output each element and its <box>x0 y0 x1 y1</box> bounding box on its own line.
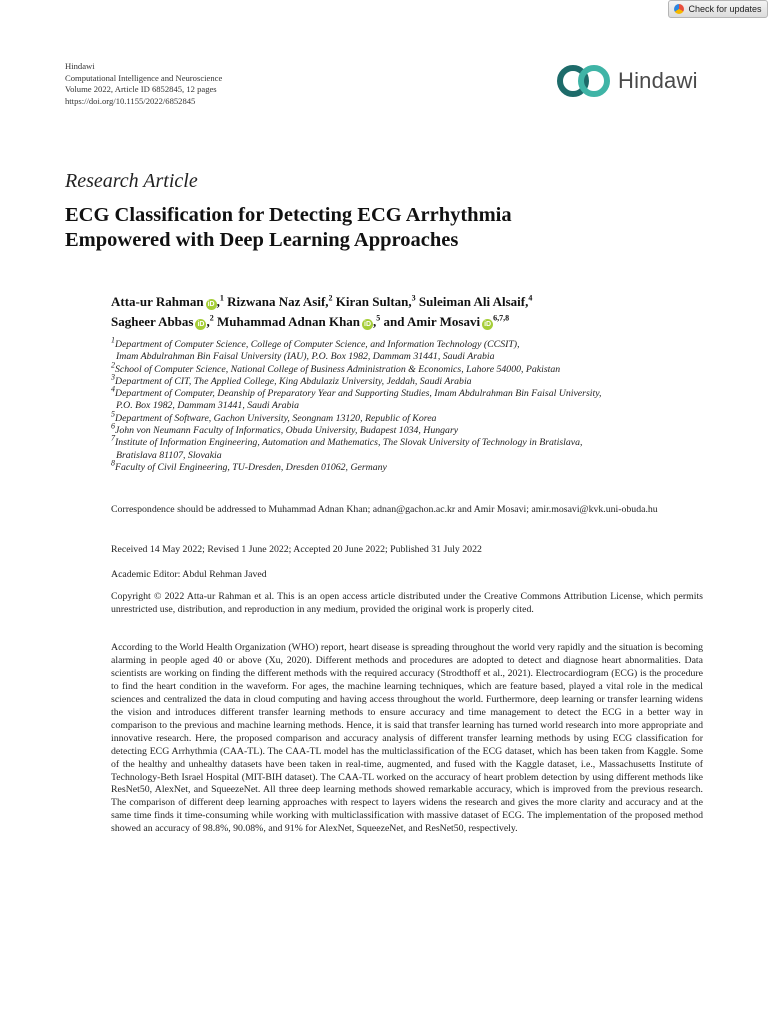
affiliation-text: John von Neumann Faculty of Informatics, Obuda University, Budapest 1034, Hungary <box>115 425 459 437</box>
crossmark-icon <box>674 4 684 14</box>
affiliation-number: 8 <box>111 458 115 468</box>
doi-link[interactable]: https://doi.org/10.1155/2022/6852845 <box>65 95 196 106</box>
copyright-notice: Copyright © 2022 Atta-ur Rahman et al. This is an open access article distributed under the Creative Commons Attribution License, which permits unrestricted use, distribution, and reproduction in any medium, provided the original work is properly cited. <box>111 591 703 615</box>
author-affiliation-sup: 3 <box>411 293 416 303</box>
publisher-name: Hindawi <box>65 61 95 71</box>
volume-info: Volume 2022, Article ID 6852845, 12 pages <box>65 84 217 94</box>
journal-name: Computational Intelligence and Neuroscience <box>65 72 223 83</box>
author-affiliation-sup: 2 <box>209 313 214 323</box>
affiliation-item <box>111 360 711 376</box>
affiliation-number: 6 <box>111 421 115 431</box>
affiliation-text: Department of Software, Gachon University, Seongnam 13120, Republic of Korea <box>115 412 437 424</box>
affiliation-text: School of Computer Science, National College of Business Administration & Economics, Lahore 54000, Pakistan <box>115 363 561 375</box>
affiliation-item <box>111 409 711 425</box>
author-name[interactable]: and Amir Mosavi <box>383 314 481 329</box>
abstract-text: According to the World Health Organization (WHO) report, heart disease is spreading throughout the world very rapidly and the situation is becoming alarming in people aged 40 or above (Xu, 2020). Different methods and procedures are adopted to detect and diagnose heart abnormalities. Data scientists are working on finding the different methods with the required accuracy (Strodthoff et al., 2021). Electrocardiogram (ECG) is the procedure to find the heart condition in the waveform. For ages, the machine learning techniques, which are feature based, played a vital role in the medical sciences and centralized the data in cloud computing and having access throughout the world. Furthermore, deep learning or transfer learning widens the vision and introduces different transfer learning methods to ensure accuracy and time management to detect the ECG in a better way in comparison to the previous and machine learning methods. Hence, it is said that transfer learning has turned world research into more appropriate and innovative research. Here, the proposed comparison and accuracy analysis of different transfer learning methods by using ECG classification for detecting ECG Arrhythmia (CAA-TL). The CAA-TL model has the multiclassification of the ECG dataset, which has been taken from Kaggle. Some of the healthy and unhealthy datasets have been taken in real-time, augmented, and fused with the Kaggle dataset, i.e., Massachusetts Institute of Technology-Beth Israel Hospital (MIT-BIH dataset). The CAA-TL worked on the accuracy of heart problem detection by using different methods like ResNet50, AlexNet, and SqueezeNet. All three deep learning methods showed remarkable accuracy, which is improved from the previous research. The comparison of different deep learning approaches with respect to layers widens the research and gives the more clarity and accuracy and at the same time finds it time-consuming while working with multiclassification with massive dataset of ECG. The implementation of the proposed method showed an accuracy of 98.8%, 90.08%, and 91% for AlexNet, SqueezeNet, and ResNet50, respectively. <box>111 642 703 835</box>
author-affiliation-sup: 1 <box>219 293 224 303</box>
author-affiliation-sup: 2 <box>328 293 333 303</box>
journal-meta <box>65 61 222 107</box>
orcid-icon[interactable]: iD <box>207 301 215 308</box>
publication-dates: Received 14 May 2022; Revised 1 June 2022; Accepted 20 June 2022; Published 31 July 2022 <box>111 544 482 555</box>
author-name[interactable]: Sagheer Abbas <box>111 314 194 329</box>
author-affiliation-sup: 5 <box>376 313 381 323</box>
affiliation-number: 3 <box>111 372 115 382</box>
affiliation-text: Institute of Information Engineering, Automation and Mathematics, The Slovak University of Technology in Bratislava, <box>115 437 583 449</box>
author-affiliation-sup: 6,7,8 <box>493 313 510 323</box>
title-line-1: ECG Classification for Detecting ECG Arrhythmia <box>65 204 512 226</box>
affiliation-item <box>111 421 711 437</box>
author-name[interactable]: Atta-ur Rahman <box>111 294 204 309</box>
affiliation-text: Department of CIT, The Applied College, King Abdulaziz University, Jeddah, Saudi Arabia <box>115 375 472 387</box>
affiliation-text-cont: Imam Abdulrahman Bin Faisal University (IAU), P.O. Box 1982, Dammam 31441, Saudi Arabia <box>116 351 495 363</box>
affiliation-number: 2 <box>111 360 115 370</box>
affiliation-item <box>111 434 711 462</box>
article-title <box>65 203 705 253</box>
correspondence: Correspondence should be addressed to Muhammad Adnan Khan; adnan@gachon.ac.kr and Amir Mosavi; amir.mosavi@kvk.uni-obuda.hu <box>111 504 658 515</box>
author-line-1: Atta-ur Rahman iD ,$^1$ Rizwana Naz Asif,$^2$ Kiran Sultan,$^3$ Suleiman Ali Alsaif,$^4$ <box>111 293 533 309</box>
affiliation-number: 5 <box>111 409 115 419</box>
affiliation-text: Department of Computer, Deanship of Preparatory Year and Supporting Studies, Imam Abdulrahman Bin Faisal University, <box>115 388 602 400</box>
orcid-icon[interactable]: iD <box>364 321 372 328</box>
orcid-icon[interactable]: iD <box>484 321 492 328</box>
article-type: Research Article <box>65 170 198 192</box>
hindawi-logo-text: Hindawi <box>618 68 698 93</box>
title-line-2: Empowered with Deep Learning Approaches <box>65 229 459 251</box>
affiliation-item <box>111 384 711 413</box>
author-name[interactable]: Suleiman Ali Alsaif, <box>418 294 529 309</box>
author-affiliation-sup: 4 <box>528 293 533 303</box>
affiliation-number: 7 <box>111 434 115 444</box>
author-name[interactable]: Rizwana Naz Asif, <box>227 294 329 309</box>
affiliation-text: Faculty of Civil Engineering, TU-Dresden, Dresden 01062, Germany <box>115 461 387 473</box>
affiliation-text-cont: P.O. Box 1982, Dammam 31441, Saudi Arabia <box>116 400 300 412</box>
author-name[interactable]: Kiran Sultan, <box>335 294 412 309</box>
affiliation-text: Department of Computer Science, College of Computer Science, and Information Technology (CCSIT), <box>115 339 520 350</box>
affiliation-number: 4 <box>111 384 115 394</box>
hindawi-logo <box>556 64 698 98</box>
academic-editor: Academic Editor: Abdul Rehman Javed <box>111 569 267 580</box>
affiliation-number: 1 <box>111 335 115 345</box>
hindawi-logo-icon <box>556 64 612 98</box>
affiliation-item <box>111 372 711 388</box>
affiliation-item <box>111 335 711 364</box>
author-list <box>111 292 711 332</box>
check-for-updates-button[interactable] <box>668 0 768 18</box>
affiliation-item <box>111 458 711 474</box>
orcid-icon[interactable]: iD <box>197 321 205 328</box>
check-for-updates-label: Check for updates <box>688 4 762 14</box>
author-name[interactable]: Muhammad Adnan Khan <box>216 314 361 329</box>
affiliations <box>111 335 711 474</box>
affiliation-text-cont: Bratislava 81107, Slovakia <box>116 449 222 461</box>
author-line-2: Sagheer Abbas iD ,$^2$ Muhammad Adnan Khan iD ,$^5$ and Amir Mosavi iD$^{6,7,8}$ <box>111 313 510 329</box>
